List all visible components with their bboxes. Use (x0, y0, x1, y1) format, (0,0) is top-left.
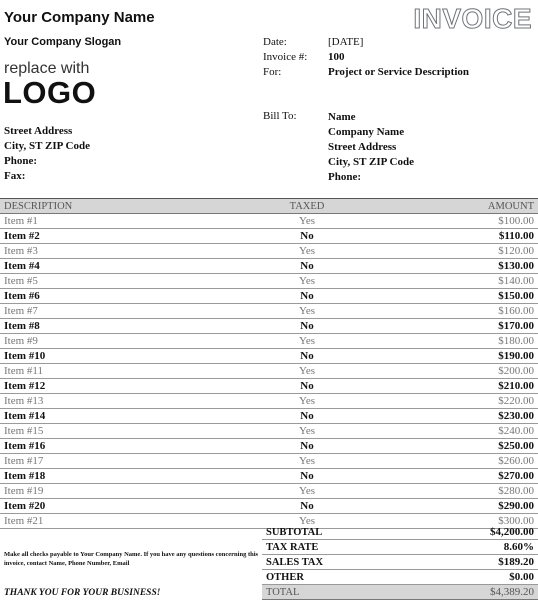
table-row (0, 334, 538, 349)
bill-to-block (328, 110, 414, 185)
company-slogan: Your Company Slogan (4, 36, 122, 48)
item-description[interactable]: Item #13 (0, 394, 228, 409)
item-description[interactable]: Item #18 (0, 469, 228, 484)
invoice-title: INVOICE (413, 3, 532, 34)
table-row (0, 394, 538, 409)
item-taxed[interactable]: Yes (228, 364, 386, 379)
bill-to-phone[interactable]: Phone: (328, 171, 361, 183)
sales-tax-row (262, 555, 538, 570)
sender-phone[interactable]: Phone: (4, 155, 37, 167)
tax-rate-row (262, 540, 538, 555)
table-row (0, 274, 538, 289)
item-taxed[interactable]: Yes (228, 424, 386, 439)
bill-to-label: Bill To: (263, 110, 297, 122)
total-label: TOTAL (262, 585, 400, 600)
item-taxed[interactable]: No (228, 499, 386, 514)
line-items-table (0, 198, 538, 529)
table-row (0, 484, 538, 499)
item-taxed[interactable]: Yes (228, 334, 386, 349)
table-row (0, 289, 538, 304)
item-description[interactable]: Item #11 (0, 364, 228, 379)
table-row (0, 424, 538, 439)
logo-placeholder[interactable]: LOGO (3, 75, 97, 110)
tax-rate-label: TAX RATE (262, 540, 400, 555)
bill-to-city[interactable]: City, ST ZIP Code (328, 156, 414, 168)
header-taxed: TAXED (228, 199, 386, 214)
table-row (0, 319, 538, 334)
item-description[interactable]: Item #9 (0, 334, 228, 349)
item-description[interactable]: Item #14 (0, 409, 228, 424)
item-taxed[interactable]: Yes (228, 454, 386, 469)
item-taxed[interactable]: Yes (228, 214, 386, 229)
item-description[interactable]: Item #15 (0, 424, 228, 439)
bill-to-street[interactable]: Street Address (328, 141, 397, 153)
item-amount[interactable]: $220.00 (386, 394, 538, 409)
table-row (0, 499, 538, 514)
tax-rate-value[interactable]: 8.60% (400, 540, 538, 555)
bill-to-company[interactable]: Company Name (328, 126, 405, 138)
item-taxed[interactable]: Yes (228, 274, 386, 289)
table-row (0, 259, 538, 274)
item-description[interactable]: Item #17 (0, 454, 228, 469)
table-row (0, 244, 538, 259)
meta-for-row (263, 66, 469, 78)
item-taxed[interactable]: No (228, 439, 386, 454)
thank-you-message: THANK YOU FOR YOUR BUSINESS! (4, 588, 161, 598)
company-name: Your Company Name (4, 9, 155, 26)
item-amount[interactable]: $130.00 (386, 259, 538, 274)
totals-table (262, 525, 538, 600)
table-header-row (0, 199, 538, 214)
item-taxed[interactable]: No (228, 349, 386, 364)
item-amount[interactable]: $300.00 (386, 514, 538, 529)
table-row (0, 349, 538, 364)
meta-date-label: Date: (263, 36, 287, 48)
item-taxed[interactable]: Yes (228, 304, 386, 319)
table-row (0, 304, 538, 319)
item-description[interactable]: Item #3 (0, 244, 228, 259)
item-description[interactable]: Item #7 (0, 304, 228, 319)
item-amount[interactable]: $250.00 (386, 439, 538, 454)
item-amount[interactable]: $270.00 (386, 469, 538, 484)
item-amount[interactable]: $190.00 (386, 349, 538, 364)
item-amount[interactable]: $120.00 (386, 244, 538, 259)
item-taxed[interactable]: No (228, 319, 386, 334)
table-row (0, 469, 538, 484)
item-description[interactable]: Item #16 (0, 439, 228, 454)
item-amount[interactable]: $240.00 (386, 424, 538, 439)
sales-tax-label: SALES TAX (262, 555, 400, 570)
other-label: OTHER (262, 570, 400, 585)
item-taxed[interactable]: No (228, 289, 386, 304)
subtotal-row (262, 525, 538, 540)
meta-for-label: For: (263, 66, 282, 78)
table-row (0, 379, 538, 394)
item-description[interactable]: Item #21 (0, 514, 228, 529)
item-amount[interactable]: $100.00 (386, 214, 538, 229)
item-description[interactable]: Item #8 (0, 319, 228, 334)
item-taxed[interactable]: Yes (228, 484, 386, 499)
payment-notes: Make all checks payable to Your Company Name. If you have any questions concerning this invoice, contact Name, Phone Number, Email (4, 551, 259, 567)
item-description[interactable]: Item #12 (0, 379, 228, 394)
table-row (0, 214, 538, 229)
meta-invoice-number-row (263, 51, 345, 63)
item-description[interactable]: Item #6 (0, 289, 228, 304)
table-row (0, 454, 538, 469)
meta-invoice-number-value[interactable]: 100 (328, 51, 345, 63)
item-taxed[interactable]: Yes (228, 244, 386, 259)
item-amount[interactable]: $110.00 (386, 229, 538, 244)
item-amount[interactable]: $260.00 (386, 454, 538, 469)
item-description[interactable]: Item #1 (0, 214, 228, 229)
subtotal-value: $4,200.00 (400, 525, 538, 540)
sender-city[interactable]: City, ST ZIP Code (4, 140, 90, 152)
item-amount[interactable]: $290.00 (386, 499, 538, 514)
item-taxed[interactable]: Yes (228, 394, 386, 409)
item-amount[interactable]: $160.00 (386, 304, 538, 319)
sender-street[interactable]: Street Address (4, 125, 73, 137)
item-description[interactable]: Item #4 (0, 259, 228, 274)
item-taxed[interactable]: Yes (228, 514, 386, 529)
item-amount[interactable]: $140.00 (386, 274, 538, 289)
item-taxed[interactable]: No (228, 229, 386, 244)
item-taxed[interactable]: No (228, 409, 386, 424)
item-amount[interactable]: $200.00 (386, 364, 538, 379)
sender-address (4, 124, 90, 184)
table-row (0, 439, 538, 454)
meta-invoice-number-label: Invoice #: (263, 51, 308, 63)
meta-date-value[interactable]: [DATE] (328, 36, 364, 48)
item-description[interactable]: Item #10 (0, 349, 228, 364)
item-amount[interactable]: $280.00 (386, 484, 538, 499)
item-amount[interactable]: $150.00 (386, 289, 538, 304)
subtotal-label: SUBTOTAL (262, 525, 400, 540)
item-description[interactable]: Item #2 (0, 229, 228, 244)
table-row (0, 364, 538, 379)
item-taxed[interactable]: No (228, 259, 386, 274)
bill-to-name[interactable]: Name (328, 111, 356, 123)
item-description[interactable]: Item #20 (0, 499, 228, 514)
header-amount: AMOUNT (386, 199, 538, 214)
total-value: $4,389.20 (400, 585, 538, 600)
item-amount[interactable]: $170.00 (386, 319, 538, 334)
item-amount[interactable]: $210.00 (386, 379, 538, 394)
item-amount[interactable]: $180.00 (386, 334, 538, 349)
item-amount[interactable]: $230.00 (386, 409, 538, 424)
other-value[interactable]: $0.00 (400, 570, 538, 585)
item-description[interactable]: Item #19 (0, 484, 228, 499)
item-description[interactable]: Item #5 (0, 274, 228, 289)
item-taxed[interactable]: No (228, 379, 386, 394)
item-taxed[interactable]: No (228, 469, 386, 484)
other-row (262, 570, 538, 585)
meta-for-value[interactable]: Project or Service Description (328, 66, 470, 78)
meta-date-row (263, 36, 363, 48)
table-row (0, 409, 538, 424)
total-row (262, 585, 538, 600)
table-row (0, 229, 538, 244)
sales-tax-value: $189.20 (400, 555, 538, 570)
logo-placeholder-caption: replace with (4, 60, 90, 77)
header-description: DESCRIPTION (0, 199, 228, 214)
sender-fax[interactable]: Fax: (4, 170, 26, 182)
